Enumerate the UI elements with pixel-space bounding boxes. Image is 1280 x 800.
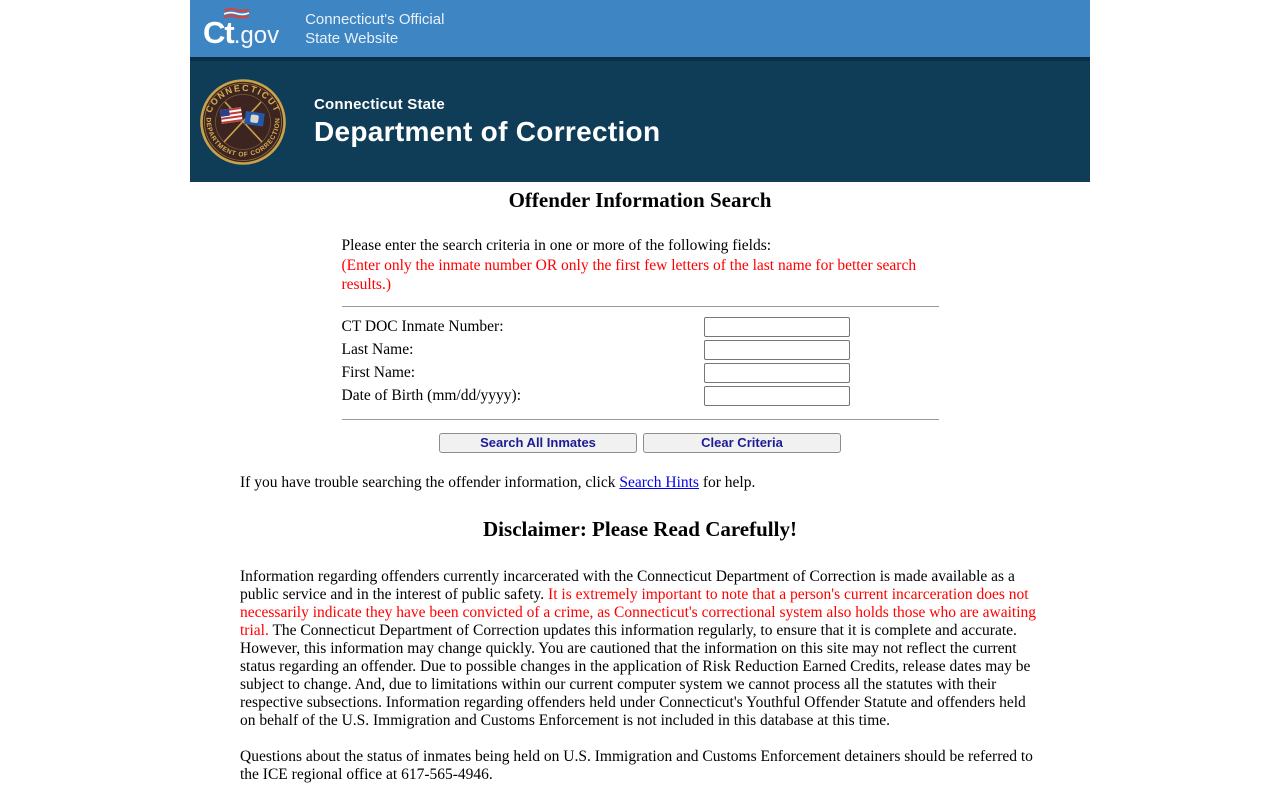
dob-label: Date of Birth (mm/dd/yyyy): bbox=[341, 387, 522, 404]
search-hints-link[interactable]: Search Hints bbox=[619, 473, 699, 491]
search-form bbox=[342, 236, 939, 453]
form-divider-top bbox=[342, 306, 939, 307]
agency-name: Department of Correction bbox=[314, 115, 661, 147]
page-title: Offender Information Search bbox=[508, 188, 772, 212]
last-name-input[interactable] bbox=[704, 340, 850, 360]
form-fields bbox=[342, 316, 939, 408]
form-row-inmate-number bbox=[342, 316, 939, 339]
inmate-number-label: CT DOC Inmate Number: bbox=[341, 318, 504, 335]
seal-bottom-text: DEPARTMENT OF CORRECTION bbox=[204, 116, 282, 159]
ice-paragraph: Questions about the status of inmates being held on U.S. Immigration and Customs Enforcement detainers should be referred to the ICE regional office at 617-565-4946. bbox=[240, 747, 1033, 783]
search-note: (Enter only the inmate number OR only the first few letters of the last name for better search results.) bbox=[341, 256, 917, 293]
last-name-label: Last Name: bbox=[341, 341, 414, 358]
ctgov-tagline-line2: State Website bbox=[305, 29, 399, 47]
help-text-prefix: If you have trouble searching the offender information, click bbox=[240, 473, 620, 491]
disclaimer-text-1: Information regarding offenders currently incarcerated with the Connecticut Department of Correction is made available as a public service and in the interest of public safety. bbox=[240, 567, 1015, 603]
form-buttons bbox=[342, 433, 939, 453]
ctgov-logo[interactable] bbox=[203, 9, 279, 48]
dob-input[interactable] bbox=[704, 386, 850, 406]
disclaimer-text-2: The Connecticut Department of Correction updates this information regularly, to ensure that it is complete and accurate. However, this information may change quickly. You are cautioned that the information on this site may not reflect the current status regarding an offender. Due to possible changes in the application of Risk Reduction Earned Credits, release dates may be subject to change. And, due to limitations within our current computer system we cannot process all the statutes with their respective subsections. Information regarding offenders held under Connecticut's Youthful Offender Statute and offenders held on behalf of the U.S. Immigration and Customs Enforcement is not included in this database at this time. bbox=[240, 621, 1031, 729]
inmate-number-input[interactable] bbox=[704, 317, 850, 337]
agency-eyebrow: Connecticut State bbox=[314, 95, 445, 113]
ctgov-tagline bbox=[305, 10, 444, 48]
search-intro: Please enter the search criteria in one or more of the following fields: bbox=[341, 237, 772, 254]
doc-seal-icon[interactable] bbox=[200, 79, 286, 165]
ctgov-logo-suffix: .gov bbox=[233, 21, 280, 49]
doc-title-block bbox=[314, 96, 660, 148]
search-all-inmates-button[interactable]: Search All Inmates bbox=[439, 433, 637, 453]
search-intro-block bbox=[342, 236, 939, 295]
ctgov-bar bbox=[190, 0, 1090, 61]
doc-header bbox=[190, 61, 1090, 182]
first-name-label: First Name: bbox=[341, 364, 416, 381]
seal-top-text: CONNECTICUT bbox=[203, 82, 283, 114]
form-row-first-name bbox=[342, 362, 939, 385]
site-header bbox=[190, 0, 1090, 182]
first-name-input[interactable] bbox=[704, 363, 850, 383]
disclaimer-paragraph bbox=[240, 568, 1040, 730]
help-text-suffix: for help. bbox=[698, 473, 756, 491]
form-row-last-name bbox=[342, 339, 939, 362]
disclaimer-title: Disclaimer: Please Read Carefully! bbox=[483, 516, 797, 541]
help-line bbox=[240, 474, 1040, 492]
clear-criteria-button[interactable]: Clear Criteria bbox=[643, 433, 841, 453]
main-content bbox=[240, 188, 1040, 784]
ctgov-tagline-line1: Connecticut's Official bbox=[305, 10, 445, 28]
disclaimer-red-text: It is extremely important to note that a person's current incarceration does not necessarily indicate they have been convicted of a crime, as Connecticut's correctional system also holds those who are awaiting trial. bbox=[240, 585, 1037, 639]
form-divider-bottom bbox=[342, 419, 939, 420]
form-row-dob bbox=[342, 385, 939, 408]
ctgov-logo-text: Ct bbox=[203, 15, 234, 50]
flag-icon bbox=[223, 8, 250, 19]
